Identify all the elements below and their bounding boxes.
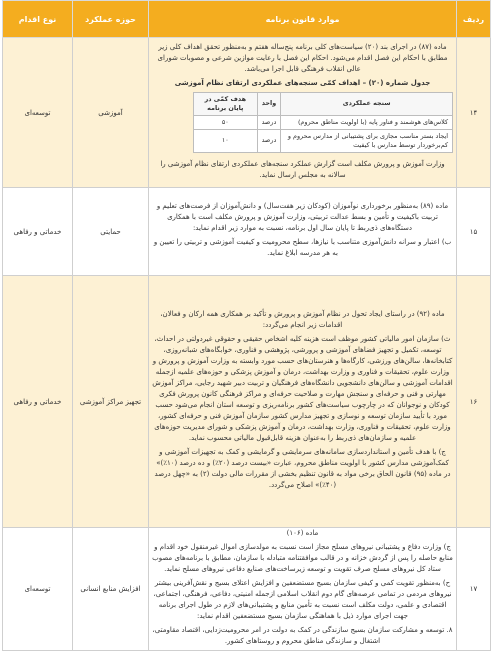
law-paragraph: ۸. توسعه و مشارکت سازمان بسیج سازندگی در کمک به دولت در امر محرومیت‌زدایی، اقتصاد مقاومتی، اشتغال و سازندگی مناطق محروم و روستاهای کشور. (152, 626, 453, 645)
table-row (3, 38, 491, 188)
action-type-cell: خدماتی و رفاهی (3, 276, 73, 528)
goal-unit: درصد (257, 115, 281, 129)
goal-table (193, 92, 453, 153)
goal-unit: درصد (257, 129, 281, 152)
action-type-cell: توسعه‌ای (3, 528, 73, 651)
law-items-cell (149, 38, 457, 188)
table-header-row (3, 1, 491, 38)
law-paragraph: ج) وزارت دفاع و پشتیبانی نیروهای مسلح مجاز است نسبت به مولدسازی اموال غیرمنقول خود اقدام و منابع حاصله را پس از گردش خزانه و در قالب موافقتنامه متبادله با سازمان، مطابق با برنامه‌های مصوب ستاد کل نیروهای مسلح صرف تقویت و توسعه زیرساخت‌های صنایع دفاعی نیروهای مسلح نماید. (152, 543, 453, 573)
goal-indicator: کلاس‌های هوشمند و فناور پایه (با اولویت مناطق محروم) (281, 115, 453, 129)
action-type-cell: خدماتی و رفاهی (3, 188, 73, 276)
law-paragraph: ح) به‌منظور تقویت کمی و کیفی سازمان بسیج مستضعفین و افزایش اعتلای بسیج و نقش‌آفرینی بیشتر نیروهای مردمی در تمامی عرصه‌های گام دوم انقلاب اسلامی ازجمله امنیتی، دفاعی، فرهنگی، اجتماعی، اقتصادی و علمی، دولت مکلف است نسبت به تأمین منابع و پشتیبانی‌های لازم در طول اجرای برنامه جهت اجرای موارد ذیل با هماهنگی سازمان بسیج مستضعفین اقدام نماید: (153, 579, 452, 620)
law-items-cell (149, 188, 457, 276)
domain-cell: آموزشی (73, 38, 149, 188)
row-number: ۱۶ (457, 276, 491, 528)
law-items-cell (149, 276, 457, 528)
goal-header-target: هدف کمّی در پایان برنامه (194, 92, 258, 115)
row-number: ۱۴ (457, 38, 491, 188)
header-action-type: نوع اقدام (3, 1, 73, 38)
action-type-cell: توسعه‌ای (3, 38, 73, 188)
law-paragraph: ماده (۸۷) در اجرای بند (۲۰) سیاست‌های کلی برنامه پنج‌ساله هفتم و به‌منظور تحقق اهداف کلی زیر مطابق با احکام این فصل اقدام می‌شود. احکام این فصل با رعایت موازین شرعی و مصوبات شورای عالی انقلاب فرهنگی قابل اجرا می‌باشد. (157, 42, 448, 73)
law-paragraph: ماده (۹۲) در راستای ایجاد تحول در نظام آموزش و پرورش و تأکید بر همکاری همه ارکان و فعالان، اقدامات زیر انجام می‌گردد: (160, 310, 445, 329)
table-row (3, 276, 491, 528)
row-number: ۱۵ (457, 188, 491, 276)
table-row (3, 528, 491, 651)
goal-table-row (194, 129, 453, 152)
law-paragraph: ث) سازمان امور مالیاتی کشور موظف است هزینه کلیه اشخاص حقیقی و حقوقی غیردولتی در احداث، توسعه، تکمیل و تجهیز فضاهای آموزشی و پرورشی، پژوهشی و فناوری، خوابگاه‌های شبانه‌روزی، کتابخانه‌ها، سالن‌های ورزشی، کارگاه‌ها و هنرستان‌های حسب مورد وابسته به وزارت آموزش و پرورش و وزارت علوم، تحقیقات و فناوری و وزارت بهداشت، درمان و آموزش پزشکی و حوزه‌های علمیه ازجمله اقدامات آموزشی و سالن‌های دانشجویی دانشگاه‌های فرهنگیان و تربیت دبیر شهید رجایی، مراکز آموزش مهارتی و فنی و حرفه‌ای و سنجش مهارت و صلاحیت حرفه‌ای و مراکز فرهنگی کانون پرورش فکری کودکان و نوجوانان که در چارچوب سیاست‌های کشور برنامه‌ریزی و توسعه استان انجام می‌شود حسب مورد با تأیید سازمان توسعه و نوسازی و تجهیز مدارس کشور سازمان آموزش فنی و حرفه‌ای کشور، وزارت علوم، تحقیقات و فناوری، وزارت بهداشت، درمان و آموزش پزشکی و شورای مدیریت حوزه‌های علمیه و سازمان‌های ذی‌ربط را به‌عنوان هزینه قابل‌قبول مالیاتی محسوب نماید. (152, 335, 453, 442)
domain-cell: حمایتی (73, 188, 149, 276)
law-paragraph: ماده (۸۹) به‌منظور برخورداری نوآموزان (کودکان زیر هفت‌سال) و دانش‌آموزان از فرصت‌های تعلیم و تربیت باکیفیت و تأمین و بسط عدالت تربیتی، وزارت آموزش و پرورش مکلف است با همکاری دستگاه‌های ذی‌ربط تا پایان سال اول برنامه، نسبت به موارد زیر اقدام نماید: (156, 202, 449, 232)
goal-header-unit: واحد (257, 92, 281, 115)
goal-header-indicator: سنجه عملکردی (281, 92, 453, 115)
goal-table-row (194, 115, 453, 129)
header-row-number: ردیف (457, 1, 491, 38)
goal-target: ۱۰ (194, 129, 258, 152)
header-law-items: موارد قانون برنامه (149, 1, 457, 38)
domain-cell: افزایش منابع انسانی (73, 528, 149, 651)
law-paragraph: ج) با هدف تأمین و استانداردسازی سامانه‌های سرمایشی و گرمایشی و کمک به تجهیزات آموزشی و کمک‌آموزشی مدارس کشور با اولویت مناطق محروم، عبارت «بیست درصد (۲۰٪) و ده درصد (۱۰٪)» در ماده (۹۵) قانون الحاق برخی مواد به قانون تنظیم بخشی از مقررات مالی دولت (۲) به «چهل درصد (۴۰٪)» اصلاح می‌گردد. (154, 448, 451, 489)
law-paragraph: ب) اعتبار و سرانه دانش‌آموزی متناسب با نیازها، سطح محرومیت و کیفیت آموزشی و تربیتی را تعیین و به هر مدرسه ابلاغ نماید. (153, 238, 452, 257)
header-domain: حوزه عملکرد (73, 1, 149, 38)
row-number: ۱۷ (457, 528, 491, 651)
program-law-table (2, 0, 491, 651)
goal-table-caption: جدول شماره (۲۰) – اهداف کمّی سنجه‌های عملکردی ارتقای نظام آموزشی (174, 78, 431, 87)
domain-cell: تجهیز مراکز آموزشی (73, 276, 149, 528)
law-items-cell (149, 528, 457, 651)
law-paragraph: وزارت آموزش و پرورش مکلف است گزارش عملکرد سنجه‌های عملکردی ارتقای نظام آموزشی را سالانه به مجلس ارسال نماید. (160, 159, 445, 179)
goal-table-header-row (194, 92, 453, 115)
goal-target: ۵۰ (194, 115, 258, 129)
law-paragraph: ماده (۱۰۶) (286, 529, 319, 537)
goal-indicator: ایجاد بستر مناسب مجازی برای پشتیبانی از مدارس محروم و کم‌برخوردار توسط مدارس با کیفیت (281, 129, 453, 152)
table-row (3, 188, 491, 276)
